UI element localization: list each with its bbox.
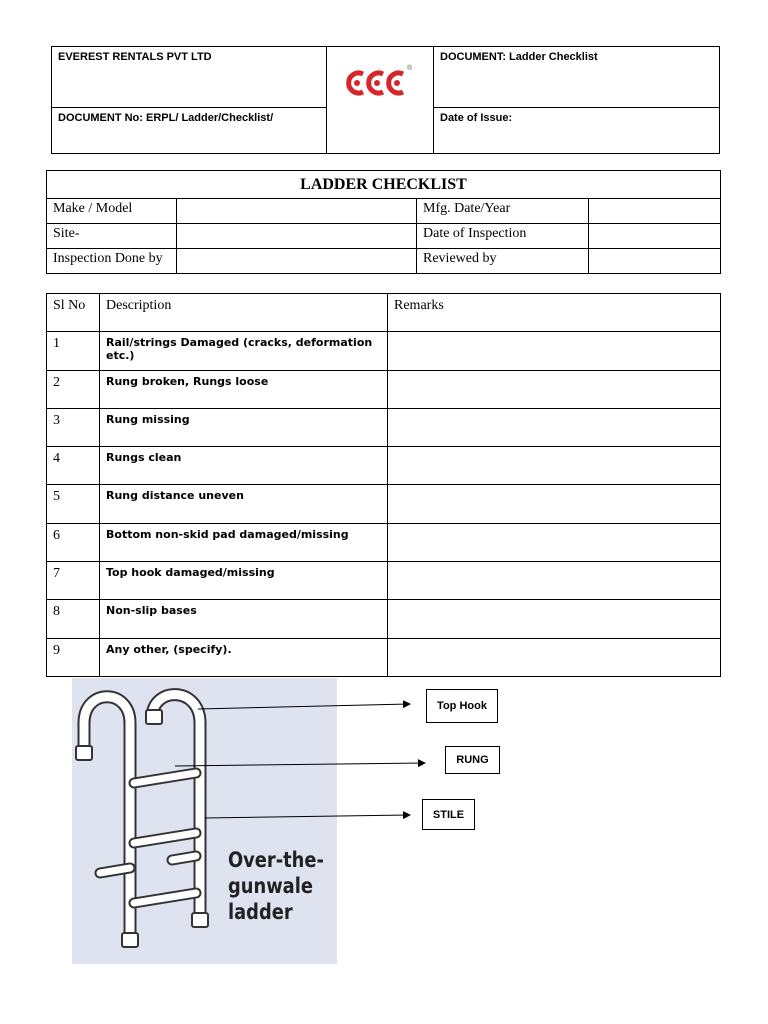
caption-line: gunwale (228, 874, 313, 898)
rung-label: RUNG (445, 746, 500, 774)
caption-line: Over-the- (228, 848, 324, 872)
mfg-date-label: Mfg. Date/Year (417, 199, 589, 224)
form-title: LADDER CHECKLIST (47, 171, 721, 199)
date-of-inspection-label: Date of Inspection (417, 224, 589, 249)
company-name: EVEREST RENTALS PVT LTD (58, 51, 212, 63)
col-header-description: Description (100, 294, 388, 332)
make-model-label: Make / Model (47, 199, 177, 224)
row-number: 3 (47, 408, 100, 446)
stile-label: STILE (422, 799, 475, 830)
row-description: Any other, (specify). (100, 638, 388, 676)
inspection-done-by-label: Inspection Done by (47, 249, 177, 274)
row-number: 8 (47, 600, 100, 638)
top-hook-label: Top Hook (426, 689, 498, 723)
row-description: Bottom non-skid pad damaged/missing (100, 523, 388, 561)
row-description: Rung missing (100, 408, 388, 446)
row-description: Rail/strings Damaged (cracks, deformation etc.) (100, 332, 388, 370)
row-number: 6 (47, 523, 100, 561)
registered-mark: ® (407, 65, 413, 72)
row-description: Non-slip bases (100, 600, 388, 638)
col-header-sl-no: Sl No (47, 294, 100, 332)
row-number: 1 (47, 332, 100, 370)
row-number: 7 (47, 562, 100, 600)
row-description: Rungs clean (100, 447, 388, 485)
row-description: Top hook damaged/missing (100, 562, 388, 600)
caption-line: ladder (228, 900, 293, 924)
document-number: DOCUMENT No: ERPL/ Ladder/Checklist/ (58, 112, 274, 124)
row-number: 2 (47, 370, 100, 408)
date-of-issue: Date of Issue: (440, 112, 513, 124)
document-title: DOCUMENT: Ladder Checklist (440, 51, 598, 63)
col-header-remarks: Remarks (388, 294, 721, 332)
row-number: 4 (47, 447, 100, 485)
row-number: 9 (47, 638, 100, 676)
row-number: 5 (47, 485, 100, 523)
row-description: Rung distance uneven (100, 485, 388, 523)
site-label: Site- (47, 224, 177, 249)
reviewed-by-label: Reviewed by (417, 249, 589, 274)
row-description: Rung broken, Rungs loose (100, 370, 388, 408)
